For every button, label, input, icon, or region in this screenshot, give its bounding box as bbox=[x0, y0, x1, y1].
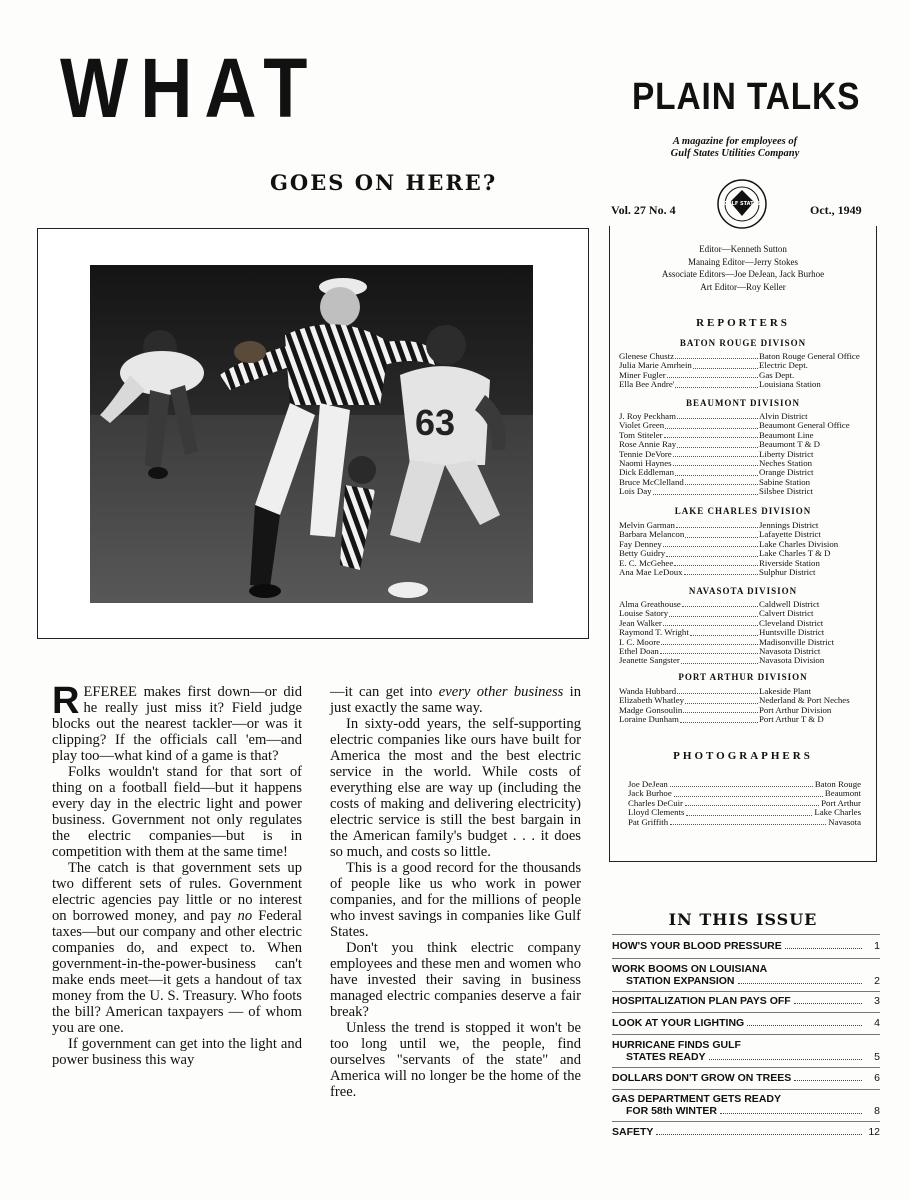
toc-item[interactable]: WORK BOOMS ON LOUISIANA STATION EXPANSION 2 bbox=[612, 963, 880, 987]
toc-divider bbox=[612, 1089, 880, 1090]
reporter-row: Tom Stiteler Beaumont Line bbox=[619, 430, 814, 440]
division-heading: BATON ROUGE DIVISON bbox=[679, 338, 807, 348]
reporter-row: Julia Marie Amrhein Electric Dept. bbox=[619, 361, 808, 371]
division-heading: LAKE CHARLES DIVISION bbox=[674, 506, 812, 516]
seal-text: GULF STATES bbox=[723, 201, 761, 207]
photographer-row: Lloyd Clements Lake Charles bbox=[628, 807, 861, 818]
toc-heading: IN THIS ISSUE bbox=[668, 910, 818, 929]
reporter-row: Fay Denney Lake Charles Division bbox=[619, 539, 839, 549]
toc-divider bbox=[612, 991, 880, 992]
toc-item[interactable]: LOOK AT YOUR LIGHTING 4 bbox=[612, 1017, 880, 1029]
photographers-heading: PHOTOGRAPHERS bbox=[673, 750, 813, 762]
magazine-tagline bbox=[620, 136, 850, 160]
photographer-row: Jack Burhoe Beaumont bbox=[628, 788, 861, 799]
reporter-row: Alma Greathouse Caldwell District bbox=[619, 600, 820, 609]
article-paragraph: Don't you think electric company employees and these men and women who have invested their saving in business managed electric companies deserve a fair break? bbox=[330, 940, 581, 1020]
toc-item[interactable]: HOSPITALIZATION PLAN PAYS OFF 3 bbox=[612, 995, 880, 1007]
reporter-list bbox=[619, 352, 871, 390]
reporter-row: Loraine Dunham Port Arthur T & D bbox=[619, 715, 824, 725]
reporter-row: Louise Satory Calvert District bbox=[619, 609, 814, 619]
art-editor-line: Art Editor—Roy Keller bbox=[700, 281, 786, 292]
article-column-1 bbox=[52, 680, 302, 1068]
reporter-row: Tennie DeVore Liberty District bbox=[619, 449, 814, 459]
tagline-line-1: A magazine for employees of bbox=[672, 136, 798, 147]
toc-item[interactable]: DOLLARS DON'T GROW ON TREES 6 bbox=[612, 1072, 880, 1084]
reporter-row: Jeanette Sangster Navasota Division bbox=[619, 656, 825, 666]
reporter-row: Ella Bee Andre' Louisiana Station bbox=[619, 380, 821, 390]
article-paragraph: REFEREE makes first down—or did he really just miss it? Field judge blocks out the nearest tackler—or was it clipping? If the officials call 'em—and play too—what kind of a game is that? bbox=[52, 680, 302, 764]
article-paragraph: If government can get into the light and power business this way bbox=[52, 1036, 302, 1068]
division-heading: PORT ARTHUR DIVISION bbox=[678, 672, 808, 682]
reporter-row: Miner Fugler Gas Dept. bbox=[619, 370, 795, 380]
football-scene-illustration bbox=[90, 265, 533, 603]
photographer-row: Joe DeJean Baton Rouge bbox=[628, 779, 861, 789]
reporter-row: Ethel Doan Navasota District bbox=[619, 647, 821, 657]
associate-editors-line: Associate Editors—Joe DeJean, Jack Burhoe bbox=[661, 269, 825, 279]
reporter-list bbox=[619, 600, 871, 666]
reporter-row: Naomi Haynes Neches Station bbox=[619, 459, 813, 469]
reporter-list bbox=[619, 412, 871, 497]
editor-line: Editor—Kenneth Sutton bbox=[699, 244, 787, 254]
toc-divider bbox=[612, 1012, 880, 1013]
reporter-row: E. C. McGehee Riverside Station bbox=[619, 558, 820, 568]
reporter-row: Betty Guidry Lake Charles T & D bbox=[619, 549, 831, 559]
reporter-row: Bruce McClelland Sabine Station bbox=[619, 477, 811, 487]
volume-number: Vol. 27 No. 4 bbox=[611, 203, 676, 217]
article-paragraph: The catch is that government sets up two different sets of rules. Government electric agencies pay little or no interest on borrowed money, and pay no Federal taxes—but our company and other electric companies do, and expect to. When government-in-the-power-business can't make ends meet—it gets a handout of tax money from the U. S. Treasury. Who foots the bill? American taxpayers — of whom you are one. bbox=[52, 860, 302, 1036]
photographer-list bbox=[628, 780, 861, 827]
reporter-row: Madge Gonsoulin Port Arthur Division bbox=[619, 705, 832, 715]
toc-item[interactable]: SAFETY 12 bbox=[612, 1126, 880, 1138]
editors-list bbox=[612, 243, 874, 293]
issue-date: Oct., 1949 bbox=[810, 203, 862, 217]
photographer-row: Pat Griffith Navasota bbox=[628, 816, 861, 827]
toc-divider bbox=[612, 1067, 880, 1068]
division-heading: NAVASOTA DIVISION bbox=[688, 586, 798, 596]
article-paragraph: —it can get into every other business in just exactly the same way. bbox=[330, 684, 581, 716]
drop-cap: R bbox=[52, 680, 80, 722]
article-paragraph: This is a good record for the thousands of people like us who work in power companies, and for the millions of people who invest savings in companies like Gulf States. bbox=[330, 860, 581, 940]
division-heading: BEAUMONT DIVISION bbox=[685, 398, 801, 408]
managing-editor-line: Manaing Editor—Jerry Stokes bbox=[688, 256, 798, 267]
reporter-row: I. C. Moore Madisonville District bbox=[619, 637, 835, 647]
reporter-row: Lois Day Silsbee District bbox=[619, 487, 813, 497]
article-paragraph: Unless the trend is stopped it won't be too long until we, the people, find ourselves "servants of the state" and America will no longer be the home of the free. bbox=[330, 1020, 581, 1100]
toc-divider bbox=[612, 958, 880, 959]
toc-divider bbox=[612, 1034, 880, 1035]
reporter-row: Raymond T. Wright Huntsville District bbox=[619, 628, 825, 638]
article-paragraph: In sixty-odd years, the self-supporting electric companies like ours have built for America the most and the best electric service in the world. While costs of everything else are way up (including the costs of making and delivering electricity) electric service is still the best bargain in the American family's budget . . . it does so much, and costs so little. bbox=[330, 716, 581, 860]
headline-what: WHAT bbox=[60, 41, 320, 135]
article-paragraph: Folks wouldn't stand for that sort of thing on a football field—but it happens every day in the electric light and power business. Government not only regulates the electric companies—but is in competition with them at the same time! bbox=[52, 764, 302, 860]
reporter-row: Barbara Melancon Lafayette District bbox=[619, 530, 821, 540]
reporter-row: J. Roy Peckham Alvin District bbox=[619, 412, 808, 421]
football-photo bbox=[90, 265, 533, 603]
reporter-row: Glenese Chustz Baton Rouge General Office bbox=[619, 352, 860, 361]
reporter-list bbox=[619, 687, 871, 725]
toc-divider bbox=[612, 934, 880, 935]
reporter-row: Wanda Hubbard Lakeside Plant bbox=[619, 687, 812, 696]
tagline-line-2: Gulf States Utilities Company bbox=[670, 148, 800, 159]
jersey-number: 63 bbox=[415, 402, 456, 443]
article-column-2 bbox=[330, 684, 581, 1100]
toc-divider bbox=[612, 1121, 880, 1122]
toc-item[interactable]: HURRICANE FINDS GULF STATES READY 5 bbox=[612, 1039, 880, 1063]
masthead-panel bbox=[612, 45, 874, 195]
reporter-row: Ana Mae LeDoux Sulphur District bbox=[619, 568, 816, 578]
reporter-row: Violet Green Beaumont General Office bbox=[619, 421, 850, 431]
reporter-row: Dick Eddleman Orange District bbox=[619, 468, 814, 478]
reporter-row: Jean Walker Cleveland District bbox=[619, 618, 824, 628]
toc-item[interactable]: GAS DEPARTMENT GETS READY FOR 58th WINTER 8 bbox=[612, 1093, 880, 1117]
reporter-row: Rose Annie Ray Beaumont T & D bbox=[619, 440, 821, 450]
reporter-row: Elizabeth Whatley Nederland & Port Neches bbox=[619, 696, 850, 706]
reporter-list bbox=[619, 521, 871, 577]
magazine-title: PLAIN TALKS bbox=[632, 76, 861, 118]
photographer-row: Charles DeCuir Port Arthur bbox=[628, 797, 861, 808]
reporter-row: Melvin Garman Jennings District bbox=[619, 521, 819, 530]
reporters-heading: REPORTERS bbox=[696, 317, 790, 329]
headline-subtitle: GOES ON HERE? bbox=[270, 170, 498, 195]
toc-item[interactable]: HOW'S YOUR BLOOD PRESSURE 1 bbox=[612, 940, 880, 952]
gulf-states-seal-icon bbox=[716, 178, 768, 230]
